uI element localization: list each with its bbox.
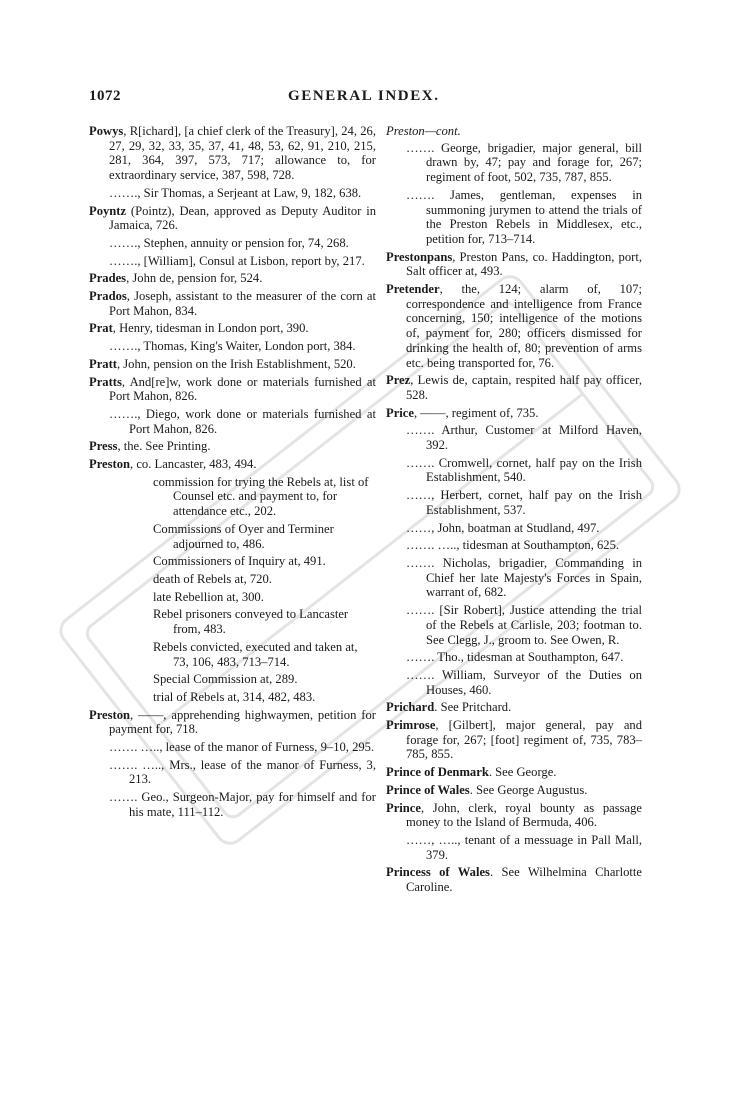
index-subentry [89, 790, 376, 819]
entry-text: ……. Tho., tidesman at Southampton, 647. [406, 650, 624, 665]
entry-text: ……. George, brigadier, major general, bill drawn by, 47; pay and forage for, 267; regiment of foot, 502, 735, 787, 855. [406, 140, 642, 185]
index-subentry [89, 254, 376, 269]
index-subentry [89, 590, 376, 605]
entry-text: , John, clerk, royal bounty as passage money to the Island of Bermuda, 406. [406, 800, 642, 830]
entry-heading: Prince of Wales [386, 782, 470, 797]
entry-text: ……. James, gentleman, expenses in summoning jurymen to attend the trials of the Preston Rebels in Middlesex, etc., petition for, 713–714. [406, 187, 642, 246]
index-subentry [89, 607, 376, 636]
entry-text: (Pointz), Dean, approved as Deputy Auditor in Jamaica, 726. [109, 203, 376, 233]
entry-heading: Pretender [386, 282, 440, 297]
entry-text: ……., Thomas, King's Waiter, London port, 384. [109, 339, 356, 354]
entry-text: , And[re]w, work done or materials furnished at Port Mahon, 826. [109, 374, 376, 404]
index-entry [386, 765, 642, 780]
entry-text: ……. Arthur, Customer at Milford Haven, 392. [406, 423, 642, 453]
entry-text: , Lewis de, captain, respited half pay officer, 528. [406, 373, 642, 402]
entry-text: Rebels convicted, executed and taken at, 73, 106, 483, 713–714. [153, 639, 358, 669]
entry-heading: Princess of Wales [386, 865, 490, 880]
index-entry [89, 124, 376, 183]
entry-text: , R[ichard], [a chief clerk of the Treasury], 24, 26, 27, 29, 32, 33, 35, 37, 41, 48, 53, 62, 91, 210, 215, 281, 364, 397, 573, 717; allowance to, for extraordinary service, 387, 598, 728. [109, 124, 376, 183]
index-entry [89, 439, 376, 454]
entry-text: Rebel prisoners conveyed to Lancaster from, 483. [153, 607, 349, 637]
index-subentry [386, 188, 642, 247]
entry-text: trial of Rebels at, 314, 482, 483. [153, 689, 316, 704]
index-subentry [386, 650, 642, 665]
entry-text: death of Rebels at, 720. [153, 571, 272, 586]
index-subentry [386, 488, 642, 517]
index-entry [89, 375, 376, 404]
entry-text: Commissioners of Inquiry at, 491. [153, 554, 326, 569]
entry-heading: Pratts [89, 374, 122, 389]
index-subentry [89, 236, 376, 251]
continued-label: Preston—cont. [386, 124, 461, 138]
index-entry [386, 865, 642, 894]
entry-heading: Poyntz [89, 203, 127, 218]
entry-text: , Joseph, assistant to the measurer of the corn at Port Mahon, 834. [109, 289, 376, 318]
index-subentry [89, 758, 376, 787]
entry-text: ……. ….., Mrs., lease of the manor of Furness, 3, 213. [109, 757, 376, 787]
index-entry [386, 718, 642, 762]
entry-text: ……. Geo., Surgeon-Major, pay for himself and for his mate, 111–112. [109, 790, 376, 819]
index-column-left [89, 124, 376, 823]
index-subentry [386, 668, 642, 697]
entry-text: , Preston Pans, co. Haddington, port, Salt officer at, 493. [406, 249, 642, 279]
entry-heading: Powys [89, 124, 124, 138]
entry-heading: Prince of Denmark [386, 765, 489, 780]
index-subentry [386, 521, 642, 536]
index-entry [89, 357, 376, 372]
entry-text: ……., Diego, work done or materials furnished at Port Mahon, 826. [109, 406, 376, 436]
entry-text: , ——, regiment of, 735. [413, 405, 539, 420]
entry-heading: Price [386, 405, 414, 420]
entry-text: ……., [William], Consul at Lisbon, report by, 217. [109, 253, 365, 268]
entry-text: Commissions of Oyer and Terminer adjourned to, 486. [153, 521, 334, 551]
index-column-right [386, 124, 642, 898]
index-subentry [386, 556, 642, 600]
index-entry [89, 289, 376, 318]
index-subentry [89, 475, 376, 519]
index-subentry [386, 603, 642, 647]
index-subentry [89, 186, 376, 201]
entry-text: late Rebellion at, 300. [153, 589, 264, 604]
index-entry [89, 204, 376, 233]
entry-text: ……, ….., tenant of a messuage in Pall Mall, 379. [406, 832, 642, 862]
index-subentry [89, 554, 376, 569]
entry-text: , co. Lancaster, 483, 494. [130, 457, 257, 472]
entry-heading: Prados [89, 289, 127, 304]
index-subentry [89, 572, 376, 587]
entry-text: ……, Herbert, cornet, half pay on the Irish Establishment, 537. [406, 488, 642, 517]
entry-text: . See George. [488, 765, 557, 780]
entry-text: , the, 124; alarm of, 107; correspondence and intelligence from France concerning, 150; intelligence of the motions of, payment for, 280; officers dismissed for drinking the health of, 80; prevention of arms etc. being transported for, 76. [406, 282, 642, 370]
entry-heading: Prestonpans [386, 249, 453, 264]
index-entry [386, 801, 642, 830]
index-subentry [89, 407, 376, 436]
index-entry [89, 321, 376, 336]
index-subentry [386, 538, 642, 553]
entry-text: Special Commission at, 289. [153, 672, 298, 687]
index-subentry [386, 456, 642, 485]
entry-text: ……, John, boatman at Studland, 497. [406, 520, 600, 535]
index-entry [89, 708, 376, 737]
index-entry [89, 271, 376, 286]
entry-text: ……. [Sir Robert], Justice attending the trial of the Rebels at Carlisle, 203; footman to. See Clegg, J., groom to. See Owen, R. [406, 603, 642, 647]
index-subentry [89, 672, 376, 687]
index-subentry [89, 522, 376, 551]
entry-heading: Prez [386, 373, 411, 388]
page-number: 1072 [89, 88, 121, 104]
entry-text: ……. ….., lease of the manor of Furness, 9–10, 295. [109, 740, 375, 755]
index-entry [386, 406, 642, 421]
index-entries-right [386, 141, 642, 895]
entry-heading: Primrose [386, 718, 436, 733]
entry-heading: Preston [89, 707, 131, 722]
entry-text: ……. William, Surveyor of the Duties on Houses, 460. [406, 667, 642, 697]
entry-heading: Pratt [89, 356, 117, 371]
index-subentry [386, 833, 642, 862]
entry-text: commission for trying the Rebels at, list of Counsel etc. and payment to, for attendance etc., 202. [153, 474, 369, 519]
entry-heading: Prat [89, 321, 113, 336]
index-subentry [89, 740, 376, 755]
index-entry [386, 700, 642, 715]
entry-text: . See Pritchard. [434, 700, 512, 715]
index-entry [386, 282, 642, 370]
entry-heading: Preston [89, 457, 131, 472]
entry-text: , John, pension on the Irish Establishment, 520. [116, 356, 356, 371]
index-subentry [386, 141, 642, 185]
entry-heading: Press [89, 439, 118, 454]
index-subentry [386, 423, 642, 452]
entry-text: . See Wilhelmina Charlotte Caroline. [406, 865, 642, 895]
index-entry [386, 373, 642, 402]
entry-text: ……. Nicholas, brigadier, Commanding in Chief her late Majesty's Forces in Spain, warrant of, 682. [406, 555, 642, 600]
entry-text: , [Gilbert], major general, pay and forage for, 267; [foot] regiment of, 735, 783–785, 855. [406, 718, 642, 762]
index-subentry [89, 690, 376, 705]
entry-text: , the. See Printing. [117, 439, 211, 454]
running-head: GENERAL INDEX. [288, 88, 440, 104]
entry-text: , ——, apprehending highwaymen, petition for payment for, 718. [109, 707, 376, 737]
entry-heading: Prades [89, 271, 127, 286]
index-entry [386, 250, 642, 279]
entry-text: , Henry, tidesman in London port, 390. [112, 321, 309, 336]
index-subentry [89, 339, 376, 354]
entry-text: . See George Augustus. [469, 782, 588, 797]
entry-heading: Prince [386, 800, 421, 815]
entry-text: ……. Cromwell, cornet, half pay on the Irish Establishment, 540. [406, 455, 642, 485]
entry-text: ……., Stephen, annuity or pension for, 74, 268. [109, 235, 349, 250]
entry-text: ……., Sir Thomas, a Serjeant at Law, 9, 182, 638. [109, 185, 362, 200]
entry-heading: Prichard [386, 700, 435, 715]
index-subentry [89, 640, 376, 669]
entry-text: , John de, pension for, 524. [126, 271, 263, 286]
index-entry [386, 783, 642, 798]
entry-text: ……. ….., tidesman at Southampton, 625. [406, 538, 620, 553]
index-entry [89, 457, 376, 472]
